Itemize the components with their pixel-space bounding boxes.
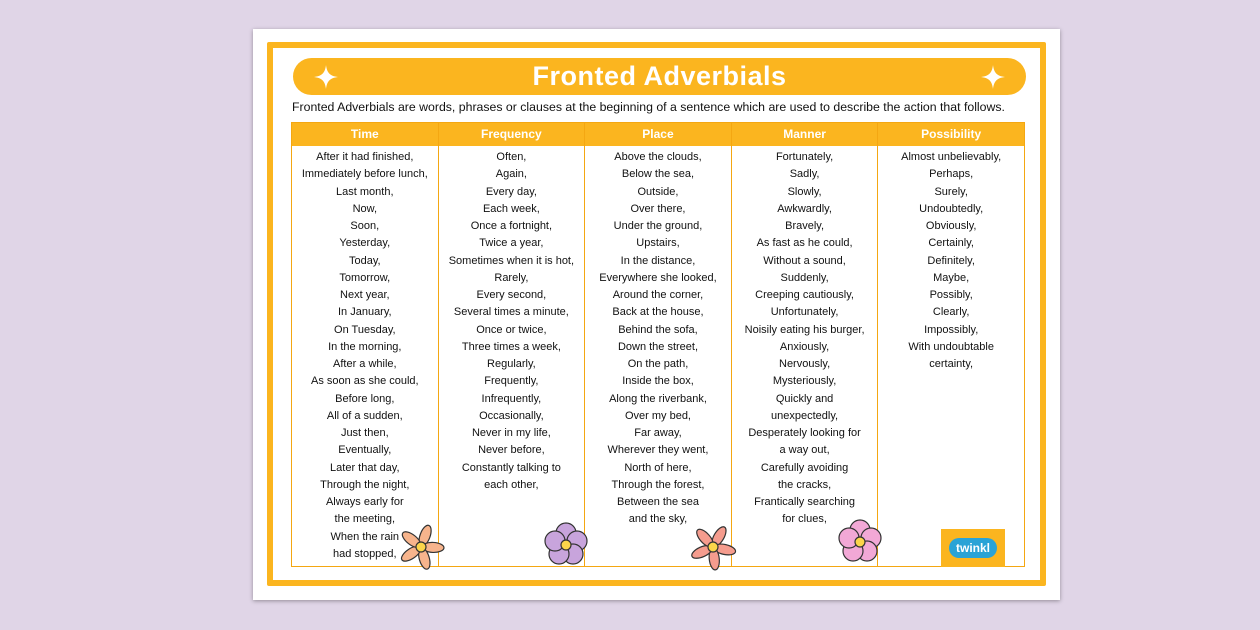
list-item: Yesterday, xyxy=(339,237,391,250)
list-item: Around the corner, xyxy=(612,289,704,301)
list-item: Unfortunately, xyxy=(770,306,839,319)
list-item: Along the riverbank, xyxy=(609,392,707,405)
column-list xyxy=(439,146,585,494)
column-heading: Frequency xyxy=(439,123,585,146)
poster-sheet xyxy=(253,29,1060,600)
list-item: Rarely, xyxy=(494,271,529,284)
list-item: Tomorrow, xyxy=(339,271,391,284)
list-item: Once a fortnight, xyxy=(470,220,553,232)
list-item: Perhaps, xyxy=(929,168,974,181)
list-item: each other, xyxy=(484,478,539,491)
list-item: Mysteriously, xyxy=(772,375,837,388)
list-item: Regularly, xyxy=(487,358,536,370)
flower-icon xyxy=(541,519,591,569)
list-item: Often, xyxy=(496,151,527,163)
list-item: With undoubtable xyxy=(908,340,994,353)
list-item: Each week, xyxy=(482,202,540,215)
list-item: In the morning, xyxy=(328,340,402,353)
list-item: Awkwardly, xyxy=(777,202,832,215)
list-item: Creeping cautiously, xyxy=(755,289,854,301)
page-title: Fronted Adverbials xyxy=(532,61,787,91)
list-item: In January, xyxy=(337,306,392,319)
list-item: Over there, xyxy=(630,202,686,215)
list-item: Immediately before lunch, xyxy=(301,168,428,181)
list-item: Almost unbelievably, xyxy=(901,151,1002,163)
list-item: Slowly, xyxy=(787,185,822,198)
column-time xyxy=(292,123,439,566)
list-item: Occasionally, xyxy=(479,409,544,422)
list-item: After it had finished, xyxy=(316,151,414,163)
column-heading: Place xyxy=(585,123,731,146)
list-item: Next year, xyxy=(340,289,390,301)
list-item: All of a sudden, xyxy=(326,409,403,422)
list-item: Surely, xyxy=(934,185,968,198)
list-item: the meeting, xyxy=(334,513,396,526)
column-heading: Time xyxy=(292,123,438,146)
list-item: Infrequently, xyxy=(481,392,542,405)
poster-frame xyxy=(267,42,1046,586)
list-item: Three times a week, xyxy=(461,340,561,353)
list-item: Bravely, xyxy=(785,220,825,232)
list-item: Without a sound, xyxy=(763,254,846,267)
list-item: Between the sea xyxy=(617,496,699,508)
list-item: Desperately looking for xyxy=(748,427,861,439)
list-item: Obviously, xyxy=(925,220,977,232)
list-item: Always early for xyxy=(325,496,404,508)
list-item: Nervously, xyxy=(779,358,831,370)
list-item: Outside, xyxy=(637,185,679,198)
list-item: Frequently, xyxy=(484,375,539,388)
list-item: the cracks, xyxy=(777,478,832,491)
list-item: Back at the house, xyxy=(612,306,704,319)
list-item: Quickly and xyxy=(775,392,834,405)
list-item: Clearly, xyxy=(932,306,970,319)
list-item: Soon, xyxy=(350,220,380,232)
list-item: certainty, xyxy=(929,358,974,370)
list-item: As soon as she could, xyxy=(310,375,419,388)
list-item: Under the ground, xyxy=(613,220,703,232)
list-item: Down the street, xyxy=(617,340,699,353)
list-item: On Tuesday, xyxy=(334,323,396,336)
list-item: Frantically searching xyxy=(754,496,856,508)
list-item: Never in my life, xyxy=(471,427,551,439)
list-item: North of here, xyxy=(624,461,692,474)
list-item: In the distance, xyxy=(620,254,696,267)
list-item: Suddenly, xyxy=(780,271,829,284)
list-item: Sadly, xyxy=(789,168,820,181)
list-item: Certainly, xyxy=(928,237,974,250)
list-item: On the path, xyxy=(627,358,689,370)
list-item: Above the clouds, xyxy=(614,151,702,163)
list-item: Upstairs, xyxy=(636,237,680,250)
list-item: Sometimes when it is hot, xyxy=(448,254,575,267)
poster-inner xyxy=(273,48,1040,580)
flower-icon xyxy=(688,522,738,572)
flower-icon xyxy=(396,522,446,572)
column-list xyxy=(732,146,878,529)
column-list xyxy=(878,146,1024,373)
list-item: Through the night, xyxy=(320,478,410,491)
list-item: Behind the sofa, xyxy=(618,323,698,336)
column-place xyxy=(585,123,732,566)
list-item: Never before, xyxy=(478,444,545,457)
sparkle-icon xyxy=(981,65,1005,89)
list-item: Fortunately, xyxy=(775,151,834,163)
twinkl-logo xyxy=(941,529,1005,567)
list-item: Once or twice, xyxy=(476,323,547,336)
list-item: Through the forest, xyxy=(611,478,705,491)
list-item: Last month, xyxy=(336,185,394,198)
list-item: Later that day, xyxy=(330,461,400,474)
list-item: Eventually, xyxy=(338,444,392,457)
list-item: Before long, xyxy=(335,392,395,405)
list-item: Over my bed, xyxy=(624,409,691,422)
title-banner xyxy=(293,58,1026,95)
list-item: Carefully avoiding xyxy=(760,461,849,474)
list-item: When the rain xyxy=(330,530,400,543)
column-heading: Manner xyxy=(732,123,878,146)
list-item: Noisily eating his burger, xyxy=(744,323,865,336)
list-item: Definitely, xyxy=(927,254,975,267)
intro-text: Fronted Adverbials are words, phrases or clauses at the beginning of a sentence which are used to describe the action that follows. xyxy=(292,100,1005,114)
column-manner xyxy=(732,123,879,566)
list-item: Far away, xyxy=(634,427,682,439)
list-item: Every second, xyxy=(476,289,547,301)
list-item: Constantly talking to xyxy=(461,461,561,474)
column-possibility xyxy=(878,123,1024,566)
list-item: unexpectedly, xyxy=(771,409,839,422)
list-item: Wherever they went, xyxy=(607,444,709,457)
column-list xyxy=(585,146,731,529)
logo-text: twinkl xyxy=(949,538,997,558)
adverbials-table xyxy=(291,122,1025,567)
list-item: Today, xyxy=(349,254,381,267)
list-item: As fast as he could, xyxy=(756,237,853,250)
list-item: for clues, xyxy=(782,513,827,526)
list-item: Several times a minute, xyxy=(453,306,569,319)
list-item: and the sky, xyxy=(628,513,688,526)
list-item: Impossibly, xyxy=(924,323,979,336)
list-item: Again, xyxy=(495,168,527,181)
list-item: Below the sea, xyxy=(621,168,695,181)
list-item: After a while, xyxy=(333,358,397,370)
column-list xyxy=(292,146,438,563)
list-item: Twice a year, xyxy=(479,237,544,250)
list-item: Just then, xyxy=(340,427,389,439)
list-item: a way out, xyxy=(779,444,830,457)
flower-icon xyxy=(835,516,885,566)
list-item: Possibly, xyxy=(929,289,973,301)
list-item: Every day, xyxy=(485,185,537,198)
list-item: Maybe, xyxy=(933,271,970,284)
list-item: had stopped, xyxy=(332,547,397,560)
list-item: Undoubtedly, xyxy=(919,202,984,215)
list-item: Inside the box, xyxy=(622,375,694,388)
column-heading: Possibility xyxy=(878,123,1024,146)
list-item: Everywhere she looked, xyxy=(599,271,717,284)
list-item: Now, xyxy=(352,202,378,215)
list-item: Anxiously, xyxy=(779,340,830,353)
column-frequency xyxy=(439,123,586,566)
